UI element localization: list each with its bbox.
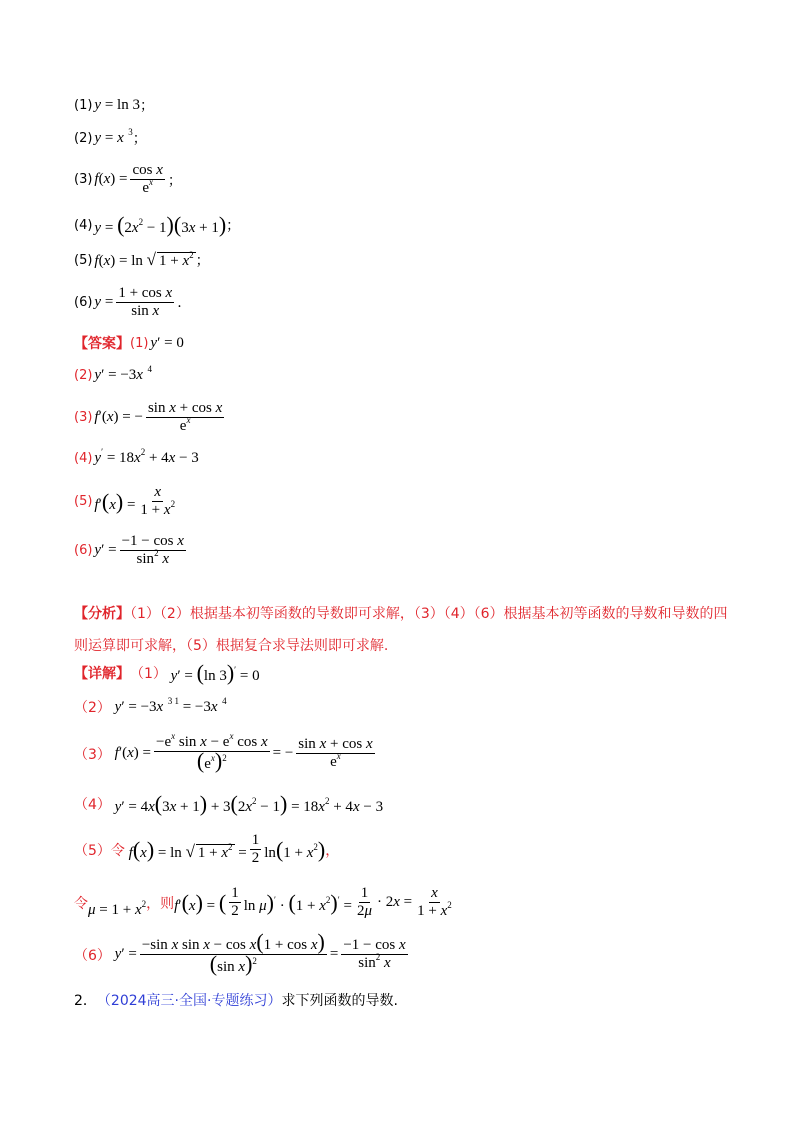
problem-text: 求下列函数的导数. xyxy=(281,993,398,1009)
answer-6: (6) y′ = $\frac{\text{−1 − cos x}}{\sin^2 x}$ xyxy=(74,533,184,567)
problem-3: (3) f(x) = $\frac{\text{cos x}}{e^x}$ ； xyxy=(74,162,182,196)
problem-6: (6) y = $\frac{\text{1 + cos x}}{\text{sin x}}$ . xyxy=(74,285,182,319)
answer-5: (5) f′(x) = $\frac{x}{1 + x^2}$ xyxy=(74,484,176,518)
detail-1: 【详解】 （1） y′ = (ln 3)′ = 0 xyxy=(74,660,260,685)
analysis-paragraph: 【分析】（1）（2）根据基本初等函数的导数即可求解，（3）（4）（6）根据基本初等函数的导数和导数的四则运算即可求解，（5）根据复合求导法则即可求解. xyxy=(74,606,728,654)
answer-3: (3) f′(x) = − $\frac{\text{sin x + cos x}}{e^x}$ xyxy=(74,400,223,434)
detail-3: （3） f′(x) = $\frac{-e^x \sin x - e^x \cos x}{(e^x)^2}$ = − $\frac{\text{sin x + cos x}}{e^x}$ xyxy=(74,731,373,773)
detail-4: （4） $y' = 4x(3x + 1) + 3(2x^2 - 1) = 18x^2 + 4x - 3$ xyxy=(74,791,384,816)
problem-source: （2024高三·全国·专题练习） xyxy=(96,993,282,1009)
detail-2: （2） y′ = −3x $^{3 1}$ = −3x $^4$ xyxy=(74,695,227,716)
problem-2-header xyxy=(74,990,398,1010)
answer-4: (4) $y' = 18x^2 + 4x - 3$ xyxy=(74,447,199,466)
detail-6: （6） y′ = $\frac{\text{−sin x sin x − cos x(1 + cos x)}}{(\sin x)^2}$ = $\frac{\text{−1 − cos x}}{\sin^2 x}$ xyxy=(74,929,406,976)
problem-1: (1) y = ln 3 ； xyxy=(74,96,154,114)
problem-2: (2) y = x $^3$ ； xyxy=(74,126,147,147)
answer-1: 【答案】 (1) y′ = 0 xyxy=(74,334,184,352)
answer-2: (2) y′ = −3x $^4$ xyxy=(74,364,152,383)
problem-4: (4) $y = (2x^2 - 1)(3x + 1)$ ； xyxy=(74,212,241,237)
detail-5b: 令 $\mu = 1 + x^2$ ，则 f′(x) = ( $\frac{1}{2}$ $\ln \mu)' \cdot (1 + x^2)'$ = $\frac{1}{2\mu}$ · 2x = $\frac{x}{1 + x^2}$ xyxy=(74,885,452,919)
problem-number: 2． xyxy=(74,993,97,1009)
problem-5: (5) f(x) = ln √ $1 + x^2$ ； xyxy=(74,250,210,269)
detail-5: （5）令 f(x) = ln √ $1 + x^2$ = $\frac{1}{2}$ $\ln(1 + x^2)$ ， xyxy=(74,832,340,866)
